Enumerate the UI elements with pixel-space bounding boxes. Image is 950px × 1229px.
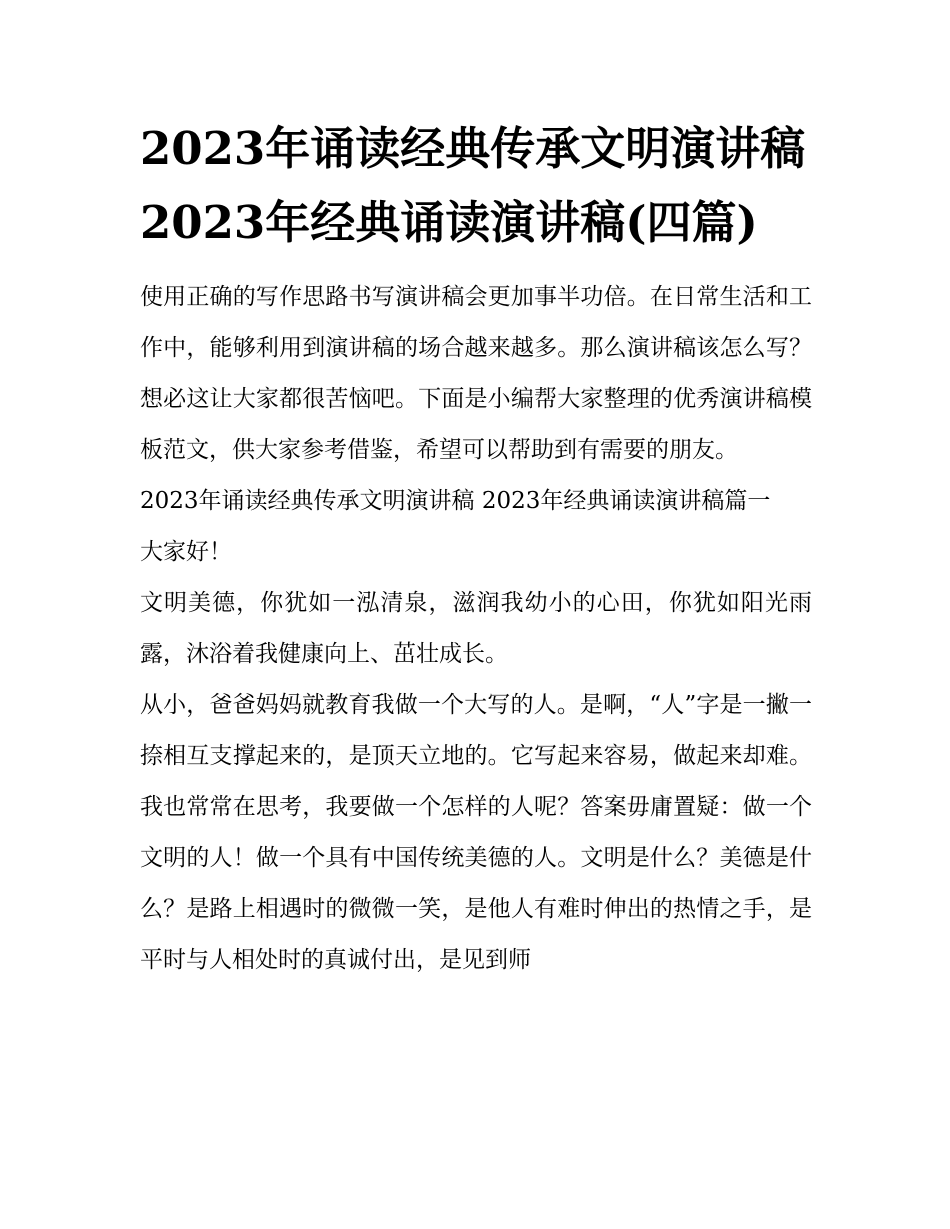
body-paragraph: 从小，爸爸妈妈就教育我做一个大写的人。是啊，“人”字是一撇一捺相互支撑起来的，是顶天立地的。它写起来容易，做起来却难。我也常常在思考，我要做一个怎样的人呢？答案毋庸置疑：做一个文明的人！做一个具有中国传统美德的人。文明是什么？美德是什么？是路上相遇时的微微一笑，是他人有难时伸出的热情之手，是平时与人相处时的真诚付出，是见到师 (140, 692, 812, 973)
body-paragraph: 文明美德，你犹如一泓清泉，滋润我幼小的心田，你犹如阳光雨露，沐浴着我健康向上、茁壮成长。 (140, 590, 812, 667)
greeting-paragraph: 大家好！ (140, 539, 232, 565)
section-heading: 2023年诵读经典传承文明演讲稿 2023年经典诵读演讲稿篇一 (140, 488, 771, 514)
document-content (140, 112, 812, 986)
document-title: 2023年诵读经典传承文明演讲稿 2023年经典诵读演讲稿(四篇) (140, 122, 806, 249)
intro-paragraph: 使用正确的写作思路书写演讲稿会更加事半功倍。在日常生活和工作中，能够利用到演讲稿的场合越来越多。那么演讲稿该怎么写？想必这让大家都很苦恼吧。下面是小编帮大家整理的优秀演讲稿模板范文，供大家参考借鉴，希望可以帮助到有需要的朋友。 (140, 284, 812, 463)
